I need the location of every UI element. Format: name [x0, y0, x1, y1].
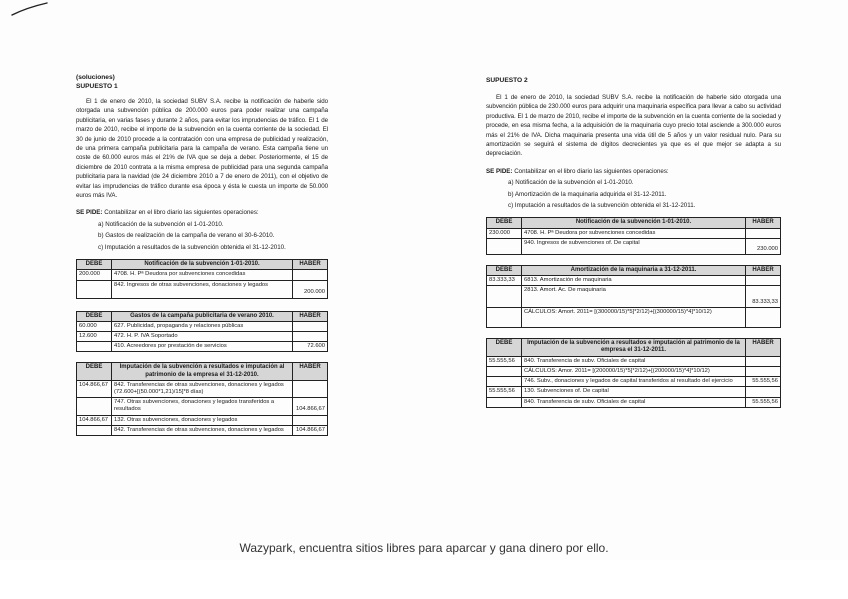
table-row	[487, 387, 781, 397]
table-row	[487, 286, 781, 308]
operation-item: c) Imputación a resultados de la subvención obtenida el 31-12-2010.	[98, 243, 286, 251]
operation-item: a) Notificación de la subvención el 1-01-2010.	[508, 179, 634, 187]
debe-cell	[487, 377, 522, 387]
journal-entry-table-1	[486, 217, 781, 254]
debe-header: DEBE	[487, 339, 522, 356]
supuesto-1-heading: SUPUESTO 1	[76, 83, 118, 90]
haber-cell	[293, 331, 328, 341]
table-row	[77, 398, 328, 415]
haber-cell	[746, 276, 781, 286]
haber-cell: 72.600	[293, 342, 328, 352]
supuesto-2-heading: SUPUESTO 2	[486, 77, 528, 84]
concept-cell: 840. Transferencia de subv. Oficiales de capital	[522, 397, 746, 407]
concept-cell: CÁLCULOS: Amort. 2011= [(300000/15)*5]*2/12)+[(300000/15)*4]*10/12)	[522, 308, 746, 328]
debe-cell	[487, 366, 522, 376]
haber-header: HABER	[293, 260, 328, 270]
pen-stroke-mark	[10, 2, 50, 18]
se-pide-text: Contabilizar en el libro diario las siguientes operaciones:	[104, 209, 259, 217]
entry-title: Notificación de la subvención 1-01-2010.	[112, 260, 293, 270]
debe-cell	[77, 425, 112, 435]
table-row	[77, 270, 328, 280]
table-header-row	[77, 260, 328, 270]
table-row	[77, 415, 328, 425]
haber-cell	[293, 415, 328, 425]
concept-cell: 842. Transferencias de otras subvenciones, donaciones y legados	[112, 425, 293, 435]
table-row	[77, 280, 328, 298]
table-row	[487, 276, 781, 286]
debe-cell: 230.000	[487, 228, 522, 238]
table-row	[77, 380, 328, 397]
debe-header: DEBE	[77, 311, 112, 321]
table-row	[487, 377, 781, 387]
table-header-row	[77, 311, 328, 321]
journal-entry-table-3	[486, 338, 781, 407]
entry-title: Amortización de la maquinaria a 31-12-2011.	[522, 265, 746, 275]
operation-item: b) Gastos de realización de la campaña de verano el 30-6-2010.	[98, 232, 275, 240]
haber-header: HABER	[293, 363, 328, 380]
operations-list	[98, 220, 328, 252]
table-row	[77, 321, 328, 331]
solutions-label: (soluciones)	[76, 74, 115, 81]
concept-cell: 130. Subvenciones of. De capital	[522, 387, 746, 397]
table-header-row	[77, 363, 328, 380]
operation-item: a) Notificación de la subvención el 1-01-2010.	[98, 220, 224, 228]
right-column-supuesto-2	[486, 76, 781, 408]
debe-cell: 104.866,67	[77, 380, 112, 397]
haber-cell	[293, 321, 328, 331]
journal-entry-table-2	[76, 311, 328, 353]
se-pide-text: Contabilizar en el libro diario las siguientes operaciones:	[514, 167, 669, 175]
concept-cell: 747. Otras subvenciones, donaciones y legados transferidos a resultados	[112, 398, 293, 415]
concept-cell: 132. Otras subvenciones, donaciones y legados	[112, 415, 293, 425]
entry-title: Imputación de la subvención a resultados e imputación al patrimonio de la empresa el 31-12-2011.	[522, 339, 746, 356]
table-row	[487, 228, 781, 238]
table-row	[77, 342, 328, 352]
concept-cell: 4708. H. Pª Deudora por subvenciones concedidas	[522, 228, 746, 238]
debe-cell	[487, 286, 522, 308]
table-header-row	[487, 339, 781, 356]
journal-entry-table-1	[76, 259, 328, 298]
debe-cell: 55.555,56	[487, 356, 522, 366]
haber-cell	[746, 228, 781, 238]
debe-header: DEBE	[487, 265, 522, 275]
journal-entry-table-3	[76, 362, 328, 436]
haber-cell: 104.866,67	[293, 425, 328, 435]
concept-cell: 940. Ingresos de subvenciones of. De capital	[522, 238, 746, 254]
table-row	[77, 331, 328, 341]
caption-text: Wazypark, encuentra sitios libres para aparcar y gana dinero por ello.	[239, 541, 609, 555]
supuesto-1-statement: El 1 de enero de 2010, la sociedad SUBV S.A. recibe la notificación de haberle sido otorgada una subvención pública de 200.000 euros para poder realizar una campaña publicitaria, en varias fases y durante 2 años, para evitar los imprudencias de tráfico. El 1 de marzo de 2010, recibe el importe de la subvención en la cuenta corriente de la sociedad. El 30 de junio de 2010 procede a la contratación con una empresa de publicidad y realización, de una primera campaña publicitaria para la campaña de verano. Esta campaña tiene un coste de 60.000 euros más el 21% de IVA que se deja a deber. Posteriormente, el 15 de diciembre de 2010 contrata a la misma empresa de publicidad para una segunda campaña publicitaria para la navidad (de 24 diciembre 2010 a 7 de enero de 2011), con el objetivo de evitar las imprudencias de tráfico durante esa época y ésta le cuesta un importe de 50.000 euros más IVA.	[76, 98, 328, 200]
table-row	[487, 308, 781, 328]
concept-cell: 746. Subv., donaciones y legados de capital transferidos al resultado del ejercicio	[522, 377, 746, 387]
concept-cell: 627. Publicidad, propaganda y relaciones públicas	[112, 321, 293, 331]
debe-header: DEBE	[77, 260, 112, 270]
se-pide-line	[486, 167, 781, 176]
operation-item: c) Imputación a resultados de la subvención obtenida el 31-12-2011.	[508, 202, 696, 210]
debe-cell	[77, 342, 112, 352]
haber-cell	[746, 387, 781, 397]
se-pide-line	[76, 208, 328, 217]
haber-cell: 55.555,56	[746, 397, 781, 407]
concept-cell: 842. Transferencias de otras subvenciones, donaciones y legados (72.600+[(50.000*1,21)/15]*8 días)	[112, 380, 293, 397]
haber-cell: 200.000	[293, 280, 328, 298]
debe-cell: 83.333,33	[487, 276, 522, 286]
table-header-row	[487, 265, 781, 275]
debe-header: DEBE	[77, 363, 112, 380]
debe-header: DEBE	[487, 218, 522, 228]
se-pide-label: SE PIDE:	[76, 209, 103, 217]
table-row	[487, 238, 781, 254]
entry-title: Notificación de la subvención 1-01-2010.	[522, 218, 746, 228]
debe-cell: 60.000	[77, 321, 112, 331]
table-row	[77, 425, 328, 435]
debe-cell: 104.866,67	[77, 415, 112, 425]
haber-cell	[746, 308, 781, 328]
table-header-row	[487, 218, 781, 228]
debe-cell	[77, 398, 112, 415]
haber-cell: 55.555,56	[746, 377, 781, 387]
haber-cell	[746, 366, 781, 376]
haber-header: HABER	[746, 265, 781, 275]
haber-header: HABER	[746, 218, 781, 228]
concept-cell: 472. H. P. IVA Soportado	[112, 331, 293, 341]
haber-header: HABER	[293, 311, 328, 321]
concept-cell: 4708. H. Pª Deudora por subvenciones concedidas	[112, 270, 293, 280]
haber-cell	[293, 380, 328, 397]
se-pide-label: SE PIDE:	[486, 167, 513, 175]
concept-cell: 410. Acreedores por prestación de servicios	[112, 342, 293, 352]
debe-cell	[487, 238, 522, 254]
supuesto-2-statement: El 1 de enero de 2010, la sociedad SUBV S.A. recibe la notificación de haberle sido otorgada una subvención pública de 230.000 euros para adquirir una maquinaria específica para llevar a cabo su actividad productiva. El 1 de marzo de 2010, recibe el importe de la subvención en la cuenta corriente de la sociedad y procede, en esa misma fecha, a la adquisición de la maquinaria cuyo precio total asciende a 300.000 euros más el 21% de IVA. Dicha maquinaria presenta una vida útil de 5 años y un valor residual nulo. Para su amortización se seguirá el sistema de dígitos decrecientes ya que es el que mejor se adapta a su depreciación.	[486, 94, 781, 158]
haber-cell: 230.000	[746, 238, 781, 254]
haber-cell	[746, 356, 781, 366]
left-column-supuesto-1	[76, 73, 328, 436]
concept-cell: 842. Ingresos de otras subvenciones, donaciones y legados	[112, 280, 293, 298]
debe-cell	[487, 308, 522, 328]
entry-title: Imputación de la subvención a resultados e imputación al patrimonio de la empresa el 31-12-2010.	[112, 363, 293, 380]
haber-cell	[293, 270, 328, 280]
journal-entry-table-2	[486, 265, 781, 328]
entry-title: Gastos de la campaña publicitaria de verano 2010.	[112, 311, 293, 321]
haber-cell: 104.866,67	[293, 398, 328, 415]
debe-cell: 55.555,56	[487, 387, 522, 397]
operations-list	[508, 178, 781, 210]
concept-cell: 2813. Amort. Ac. De maquinaria	[522, 286, 746, 308]
operation-item: b) Amortización de la maquinaria adquirida el 31-12-2011.	[508, 190, 667, 198]
debe-cell	[77, 280, 112, 298]
concept-cell: 6813. Amortización de maquinaria	[522, 276, 746, 286]
table-row	[487, 397, 781, 407]
haber-cell: 83.333,33	[746, 286, 781, 308]
debe-cell: 200.000	[77, 270, 112, 280]
haber-header: HABER	[746, 339, 781, 356]
debe-cell: 12.600	[77, 331, 112, 341]
table-row	[487, 356, 781, 366]
concept-cell: CÁLCULOS: Amor. 2011= [(200000/15)*5]*2/12)+[(200000/15)*4]*10/12)	[522, 366, 746, 376]
table-row	[487, 366, 781, 376]
debe-cell	[487, 397, 522, 407]
concept-cell: 840. Transferencia de subv. Oficiales de capital	[522, 356, 746, 366]
